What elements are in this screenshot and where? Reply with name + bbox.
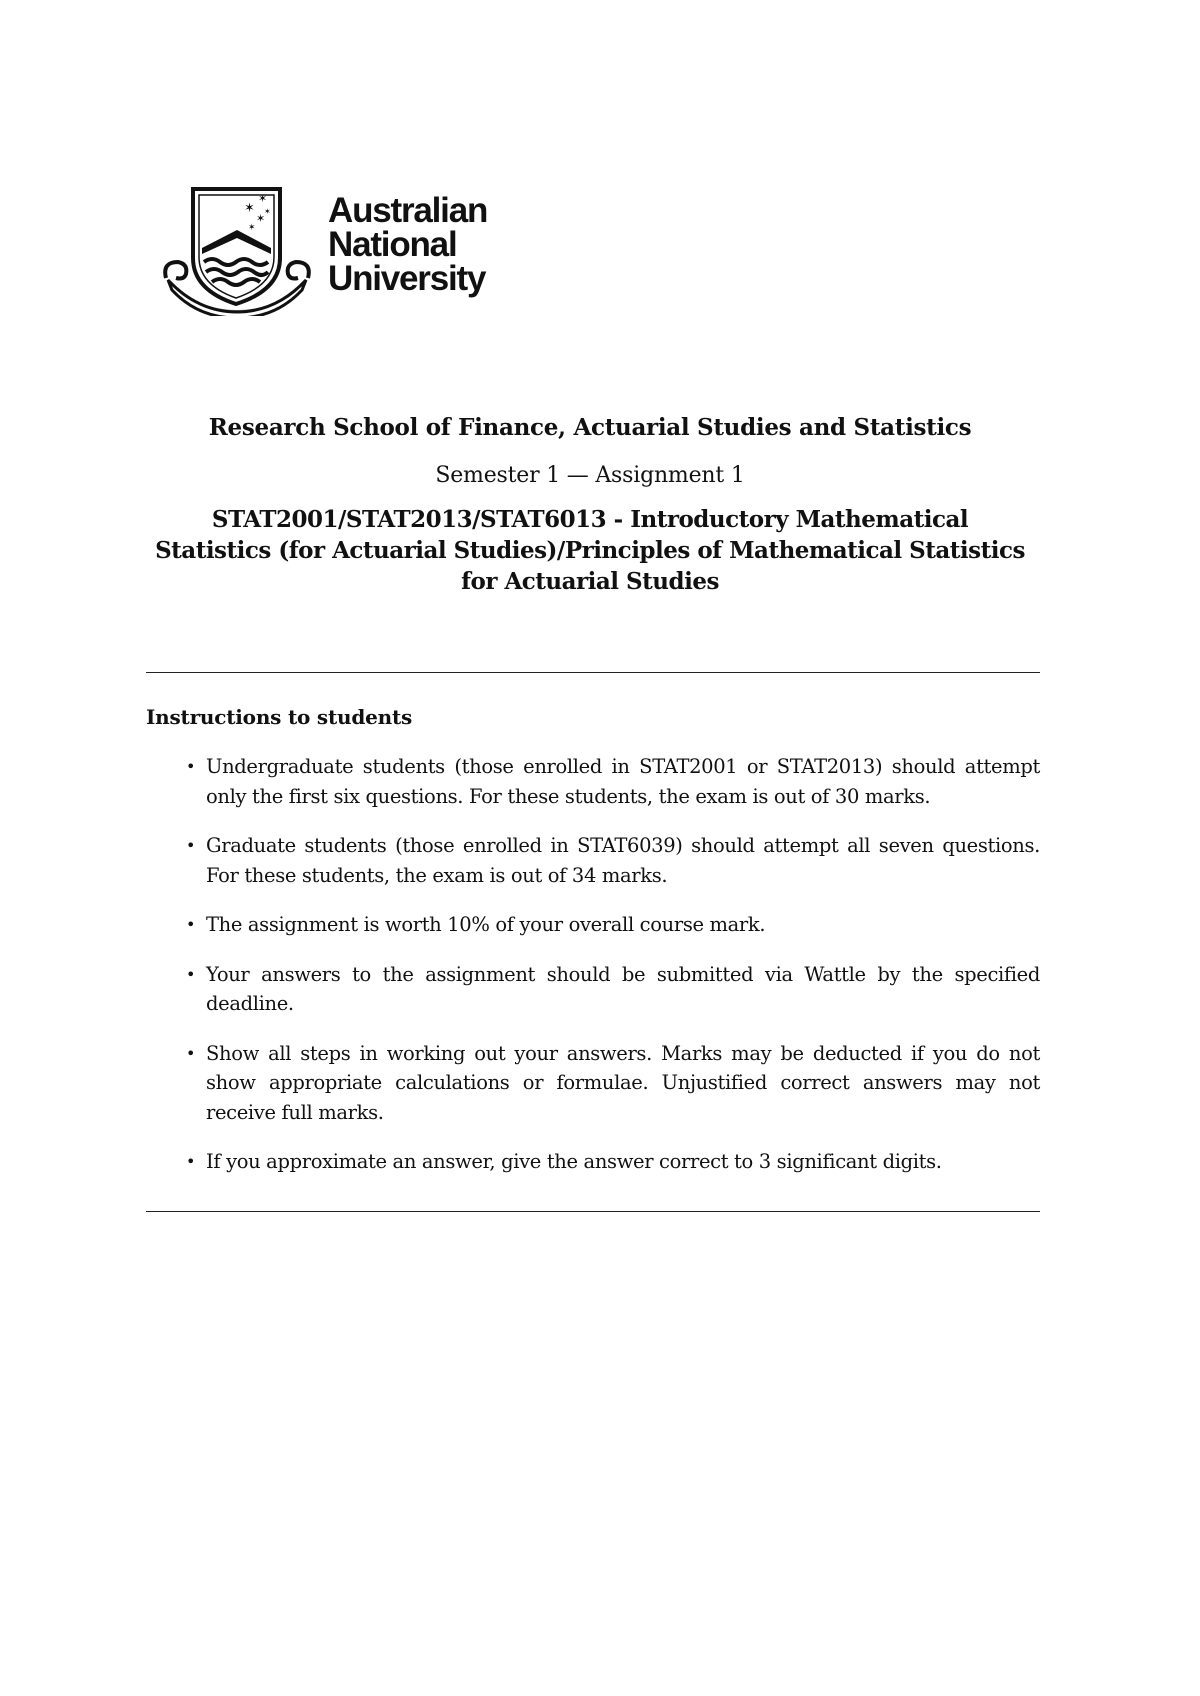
instruction-text: The assignment is worth 10% of your overall course mark. (206, 913, 766, 936)
list-item (146, 831, 1040, 890)
svg-text:✶: ✶ (256, 212, 266, 225)
svg-text:✶: ✶ (258, 192, 268, 205)
course-title-line-2: Statistics (for Actuarial Studies)/Principles of Mathematical Statistics (155, 537, 1025, 564)
course-title-line-3: for Actuarial Studies (461, 568, 719, 595)
bullet-icon: • (186, 836, 196, 855)
divider-top (146, 672, 1040, 673)
bullet-icon: • (186, 964, 196, 984)
logo-line-3: University (328, 259, 486, 298)
instruction-text: If you approximate an answer, give the answer correct to 3 significant digits. (206, 1150, 942, 1173)
course-title-line-1: STAT2001/STAT2013/STAT6013 - Introductory Mathematical (211, 506, 969, 533)
instruction-text: Graduate students (those enrolled in STAT6039) should attempt all seven questions. For these students, the exam is out of 34 marks. (206, 834, 1040, 887)
list-item (146, 1147, 1040, 1177)
instructions-heading: Instructions to students (146, 705, 413, 729)
logo-wordmark (328, 191, 488, 298)
divider-bottom (146, 1211, 1040, 1212)
logo-line-1: Australian (328, 191, 488, 230)
university-logo (158, 186, 498, 316)
instruction-text: Your answers to the assignment should be submitted via Wattle by the specified deadline. (206, 962, 1040, 1015)
instruction-text: Undergraduate students (those enrolled in STAT2001 or STAT2013) should attempt only the first six questions. For these students, the exam is out of 30 marks. (206, 755, 1040, 808)
svg-text:✶: ✶ (264, 207, 271, 216)
instructions-list (146, 752, 1040, 1197)
bullet-icon: • (186, 915, 196, 934)
crest-icon (158, 186, 328, 316)
bullet-icon: • (186, 757, 196, 776)
list-item (146, 910, 1040, 940)
list-item (146, 752, 1040, 811)
list-item (146, 1039, 1040, 1128)
svg-text:✶: ✶ (248, 223, 256, 233)
list-item (146, 960, 1040, 1019)
semester-line: Semester 1 — Assignment 1 (435, 463, 745, 488)
logo-line-2: National (328, 225, 457, 264)
bullet-icon: • (186, 1152, 196, 1171)
course-title (140, 504, 1040, 597)
school-name: Research School of Finance, Actuarial Studies and Statistics (208, 414, 972, 441)
svg-text:✶: ✶ (244, 201, 255, 216)
bullet-icon: • (186, 1043, 196, 1063)
instruction-text: Show all steps in working out your answers. Marks may be deducted if you do not show appropriate calculations or formulae. Unjustified correct answers may not receive full marks. (206, 1041, 1040, 1124)
